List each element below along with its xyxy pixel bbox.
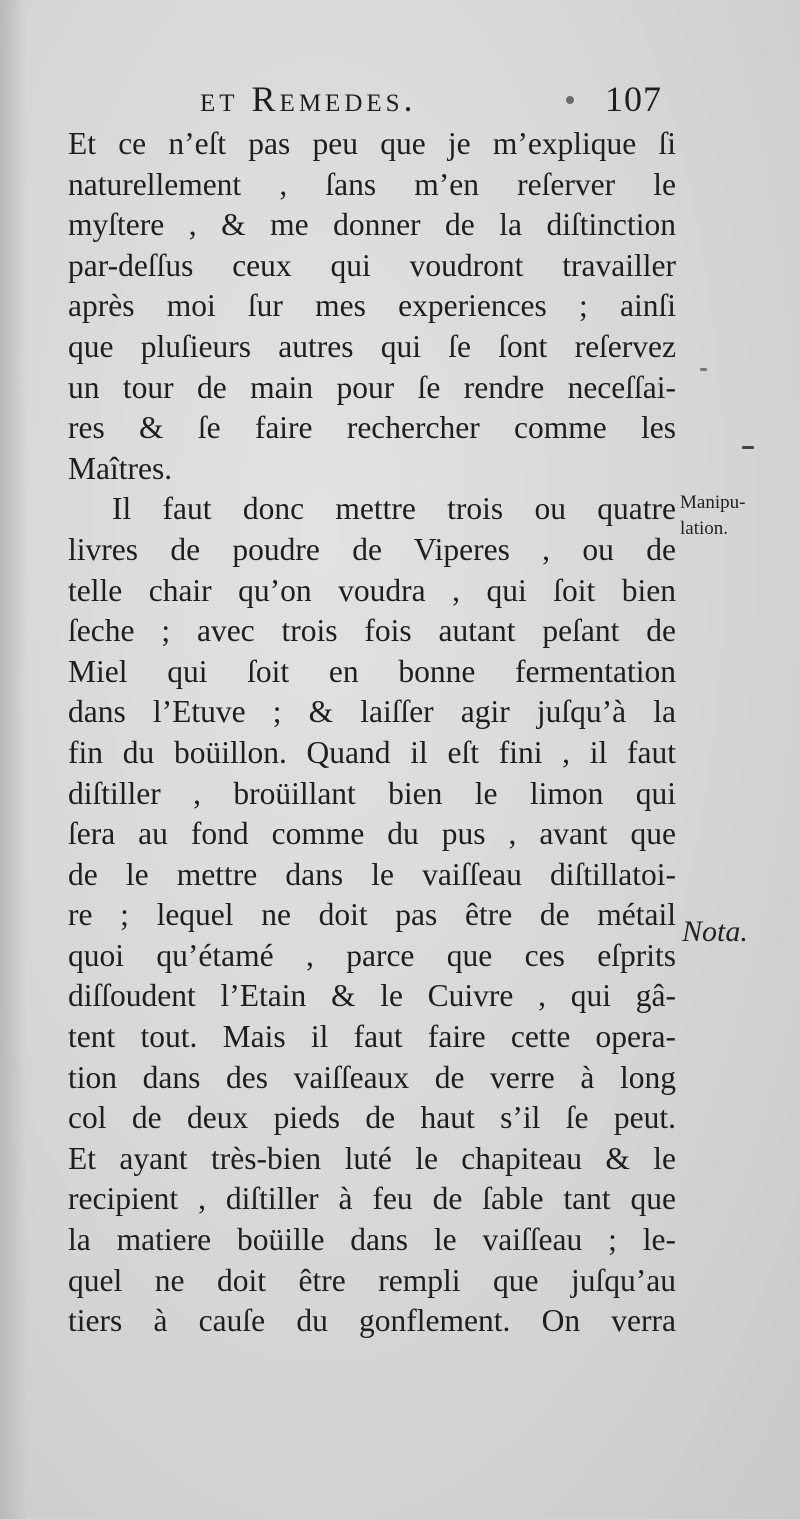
page-number: 107 — [605, 79, 662, 119]
page-header — [200, 78, 670, 128]
ink-speck — [700, 368, 707, 371]
text-line: après moi ſur mes experiences ; ainſi — [68, 288, 676, 324]
text-line: tiers à cauſe du gonflement. On verra — [68, 1303, 676, 1339]
ink-speck — [742, 446, 754, 449]
text-line: fin du boüillon. Quand il eſt fini , il faut — [68, 734, 676, 770]
text-line: Miel qui ſoit en bonne fermentation — [68, 653, 676, 689]
text-line: re ; lequel ne doit pas être de métail — [68, 897, 676, 933]
text-line: un tour de main pour ſe rendre neceſſai- — [68, 369, 676, 405]
text-line: diſſoudent l’Etain & le Cuivre , qui gâ- — [68, 978, 676, 1014]
margin-note-line: Manipu- — [680, 492, 746, 513]
text-line: dans l’Etuve ; & laiſſer agir juſqu’à la — [68, 694, 676, 730]
paragraph-start-line: Il faut donc mettre trois ou quatre — [112, 491, 676, 527]
text-line: livres de poudre de Viperes , ou de — [68, 531, 676, 567]
text-line: la matiere boüille dans le vaiſſeau ; le- — [68, 1222, 676, 1258]
text-line: quoi qu’étamé , parce que ces eſprits — [68, 937, 676, 973]
text-line: ſeche ; avec trois fois autant peſant de — [68, 613, 676, 649]
page-gutter-shadow — [0, 0, 28, 1519]
text-line: res & ſe faire rechercher comme les — [68, 410, 676, 446]
text-line: myſtere , & me donner de la diſtinction — [68, 207, 676, 243]
text-line: de le mettre dans le vaiſſeau diſtillatoi- — [68, 856, 676, 892]
text-line: Maîtres. — [68, 450, 173, 486]
text-line: tent tout. Mais il faut faire cette opera- — [68, 1019, 676, 1055]
text-line: naturellement , ſans m’en reſerver le — [68, 166, 676, 202]
text-line: recipient , diſtiller à feu de ſable tant que — [68, 1181, 676, 1217]
ink-speck — [566, 96, 574, 104]
margin-note-nota: Nota. — [682, 915, 748, 948]
margin-note-manipulation — [680, 490, 745, 542]
text-line: quel ne doit être rempli que juſqu’au — [68, 1262, 676, 1298]
text-line: que pluſieurs autres qui ſe ſont reſervez — [68, 328, 676, 364]
text-line: telle chair qu’on voudra , qui ſoit bien — [68, 572, 676, 608]
margin-note-line: lation. — [680, 518, 729, 539]
text-line: Et ayant très-bien luté le chapiteau & le — [68, 1140, 676, 1176]
body-text — [68, 124, 676, 1342]
text-line: ſera au fond comme du pus , avant que — [68, 816, 676, 852]
text-line: par-deſſus ceux qui voudront travailler — [68, 247, 676, 283]
text-line: col de deux pieds de haut s’il ſe peut. — [68, 1100, 676, 1136]
running-title: et Remedes. — [200, 79, 417, 119]
text-line: Et ce n’eſt pas peu que je m’explique ſi — [68, 126, 676, 161]
text-line: diſtiller , broüillant bien le limon qui — [68, 775, 676, 811]
text-line: tion dans des vaiſſeaux de verre à long — [68, 1059, 676, 1095]
